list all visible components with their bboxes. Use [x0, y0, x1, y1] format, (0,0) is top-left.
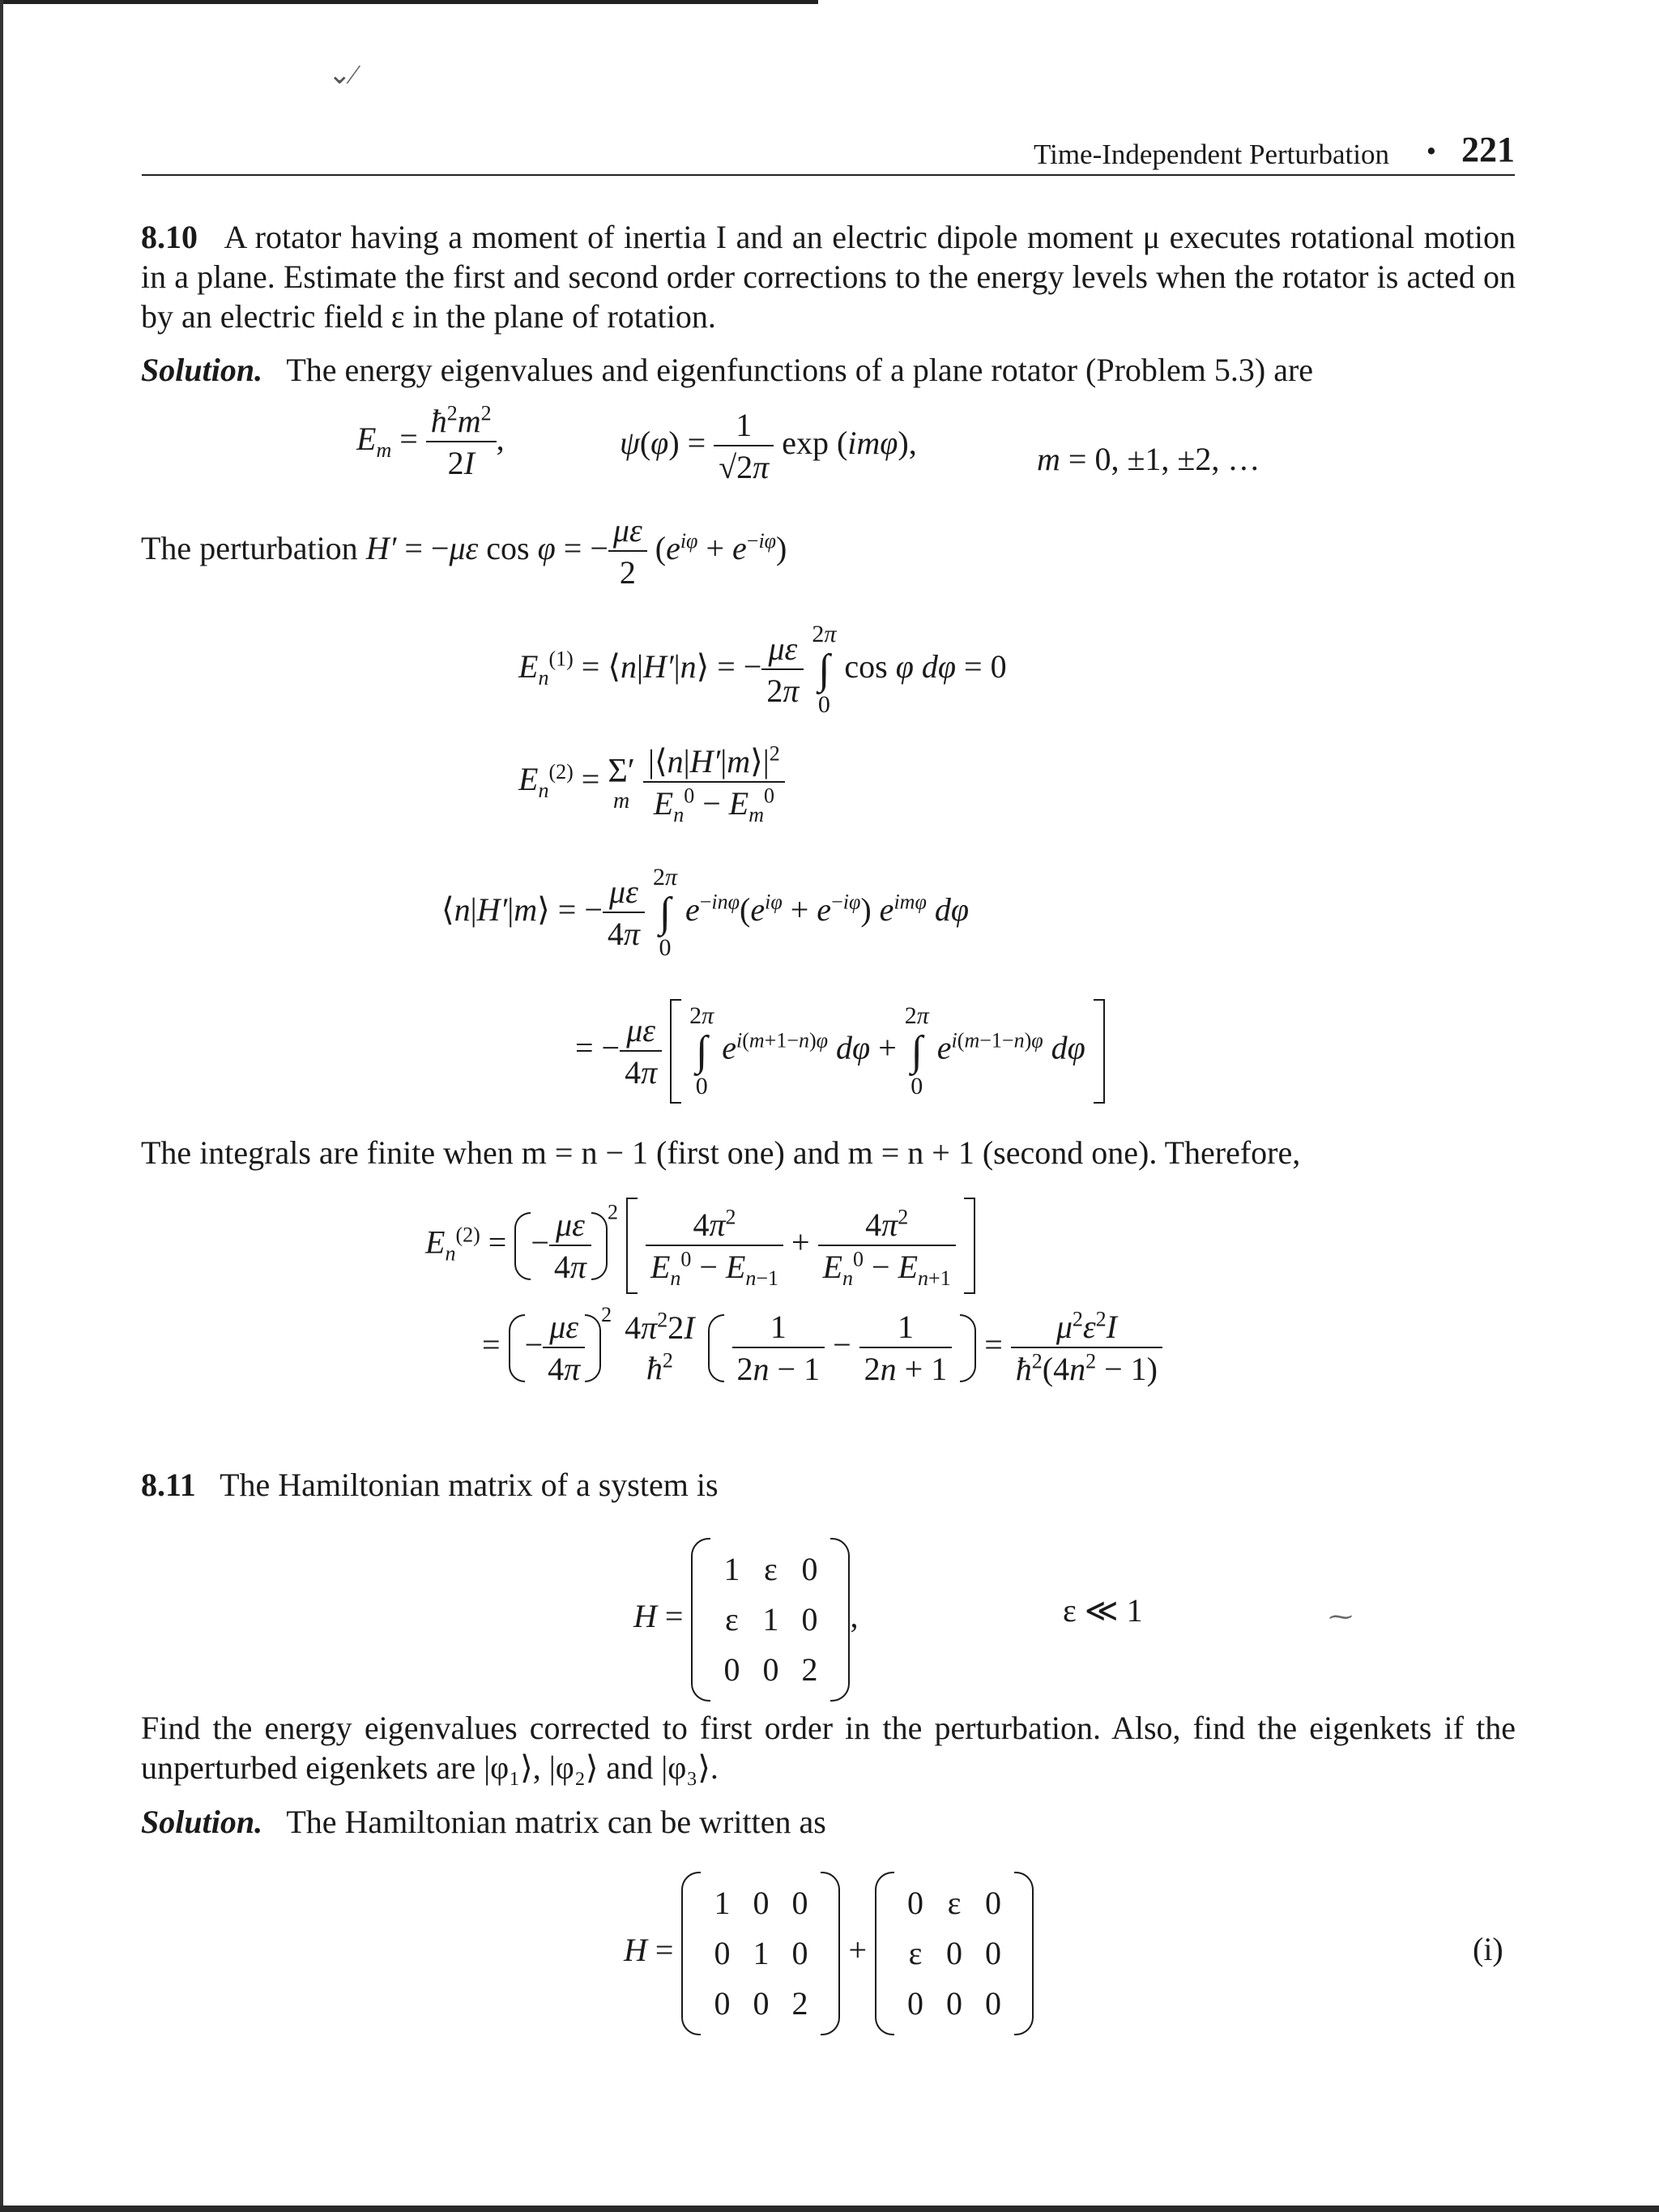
equation-second-order-result: $E_n^{(2)}$ = − $\frac{\mu\varepsilon}{4\pi}$ $^2$ $\frac{4\pi^2}{E_n^0 - E_{n-1}}$ + $\frac{4\pi^2}{E_n^0 - E_{n+1}}$ — [425, 1198, 975, 1294]
equation-second-order-general: $E_n^{(2)}$ = Σ′ m $\frac{|⟨n|H'|m⟩|^2}{E_n^0 - E_m^0}$ — [518, 745, 785, 820]
perturbation-prefix: The perturbation — [141, 530, 358, 567]
equation-perturbation: The perturbation H′ = −με cos φ = − $\frac{\mu\varepsilon}{2}$ $(e^{i\varphi} + e^{-i\varphi})$ — [141, 512, 787, 591]
solution-8-10-intro — [141, 350, 1516, 390]
scan-edge-left — [0, 0, 3, 2212]
equation-second-order-simplified: = − $\frac{\mu\varepsilon}{4\pi}$ $^2$ $4\pi^22I$ $ħ^2$ $\frac{1}{2n - 1}$ − $\frac{1}{2n + 1}$ = $\frac{\mu^2\varepsilon^2I}{ħ^2(4n^2 - 1)}$ — [482, 1311, 1162, 1386]
problem-8-11-statement — [141, 1465, 1516, 1505]
problem-8-10-statement — [141, 217, 1516, 336]
equation-label: (i) — [1473, 1931, 1503, 1967]
solution-label: Solution. — [141, 1804, 263, 1840]
problem-text: The Hamiltonian matrix of a system is — [220, 1467, 719, 1503]
equation-matrix-element: ⟨n|H′|m⟩ = − $\frac{\mu\varepsilon}{4\pi}$ 2π ∫ 0 $e^{-in\varphi}(e^{i\varphi} + e^{-i\varphi})$ $e^{im\varphi}$ dφ — [441, 864, 969, 962]
matrix-H-prime: 0 ε 0 ε 0 0 0 0 0 — [875, 1872, 1034, 2035]
equation-m-values: m = 0, ±1, ±2, … — [1037, 441, 1260, 477]
page-number: 221 — [1461, 130, 1515, 169]
ink-mark: ⌄⁄ — [328, 60, 356, 90]
problem-number: 8.11 — [141, 1467, 196, 1503]
condition-small-epsilon: ε ≪ 1 — [1063, 1592, 1143, 1629]
equation-rotator-eigen: $E_m$ = $\frac{ħ^2m^2}{2I}$ , — [356, 401, 505, 481]
solution-text: The Hamiltonian matrix can be written as — [286, 1804, 826, 1840]
scan-edge-top — [0, 0, 818, 4]
equation-hamiltonian-split: H = 1 0 0 0 1 0 0 0 2 + 0 ε 0 ε 0 0 0 0 0 — [624, 1872, 1034, 2035]
solution-text: The energy eigenvalues and eigenfunctions of a plane rotator (Problem 5.3) are — [286, 352, 1314, 388]
equation-matrix-element-expanded: = − $\frac{\mu\varepsilon}{4\pi}$ 2π ∫ 0 $e^{i(m+1-n)\varphi}$ dφ + 2π ∫ 0 $e^{i(m-1-n)\varphi}$ dφ — [575, 999, 1105, 1104]
equation-first-order: $E_n^{(1)}$ = ⟨n|H′|n⟩ = − $\frac{\mu\varepsilon}{2\pi}$ 2π ∫ 0 cos φ dφ = 0 — [518, 621, 1007, 719]
problem-number: 8.10 — [141, 219, 198, 255]
problem-text: A rotator having a moment of inertia I and an electric dipole moment μ executes rotational motion in a plane. Estimate the first and second order corrections to the energy levels when the rotator is acted on by an electric field ε in the plane of rotation. — [141, 219, 1516, 335]
scan-edge-bottom — [0, 2206, 1659, 2212]
integrals-text: The integrals are finite when m = n − 1 (first one) and m = n + 1 (second one). Therefore, — [141, 1134, 1301, 1171]
matrix-H0: 1 0 0 0 1 0 0 0 2 — [681, 1872, 840, 2035]
matrix-H: 1 ε 0 ε 1 0 0 0 2 — [691, 1538, 850, 1702]
ink-mark: ⁓ — [1328, 1603, 1353, 1630]
equation-hamiltonian-matrix: H = 1 ε 0 ε 1 0 0 0 2 , — [633, 1538, 858, 1702]
header-bullet: • — [1426, 135, 1436, 167]
solution-label: Solution. — [141, 352, 263, 388]
running-header — [142, 130, 1515, 176]
running-title: Time-Independent Perturbation — [1033, 139, 1389, 170]
problem-8-11-question: Find the energy eigenvalues corrected to first order in the perturbation. Also, find the eigenkets if the unperturbed eigenkets are |φ₁⟩, |φ₂⟩ and |φ₃⟩. — [141, 1710, 1516, 1786]
equation-rotator-wavefunction: ψ(φ) = $\frac{1}{√2\pi}$ exp (imφ), — [620, 407, 917, 485]
solution-8-11-intro — [141, 1802, 1516, 1842]
